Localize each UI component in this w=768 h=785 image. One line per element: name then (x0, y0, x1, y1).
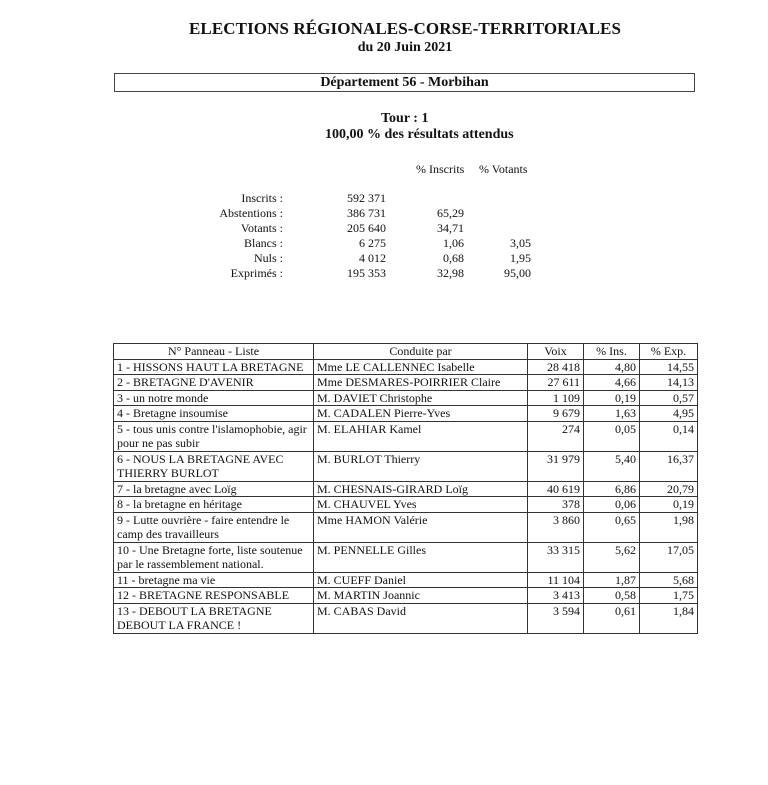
stat-value: 195 353 (347, 266, 386, 280)
cell-pct-ins: 0,65 (584, 512, 640, 542)
cell-pct-ins: 0,05 (584, 421, 640, 451)
stat-value: 6 275 (359, 236, 386, 250)
stat-value: 386 731 (347, 206, 386, 220)
cell-voix: 40 619 (528, 481, 584, 497)
cell-liste: 5 - tous unis contre l'islamophobie, agir pour ne pas subir (114, 421, 314, 451)
cell-liste: 2 - BRETAGNE D'AVENIR (114, 375, 314, 391)
cell-conduite: M. DAVIET Christophe (314, 390, 528, 406)
stat-label: Abstentions : (219, 206, 283, 220)
cell-liste: 3 - un notre monde (114, 390, 314, 406)
col-header-liste: N° Panneau - Liste (114, 344, 314, 360)
cell-conduite: M. CHAUVEL Yves (314, 497, 528, 513)
cell-conduite: Mme LE CALLENNEC Isabelle (314, 359, 528, 375)
cell-liste: 4 - Bretagne insoumise (114, 406, 314, 422)
cell-pct-exp: 14,13 (640, 375, 698, 391)
stat-label: Exprimés : (230, 266, 283, 280)
cell-voix: 3 413 (528, 588, 584, 604)
cell-voix: 3 594 (528, 603, 584, 633)
department-banner: Département 56 - Morbihan (114, 73, 695, 92)
stat-label: Votants : (240, 221, 283, 235)
stat-value: 4 012 (359, 251, 386, 265)
cell-pct-exp: 0,14 (640, 421, 698, 451)
stat-label: Inscrits : (241, 191, 283, 205)
cell-pct-exp: 0,57 (640, 390, 698, 406)
cell-liste: 10 - Une Bretagne forte, liste soutenue par le rassemblement national. (114, 542, 314, 572)
stat-pct-votants: 95,00 (504, 266, 531, 280)
cell-conduite: M. MARTIN Joannic (314, 588, 528, 604)
cell-liste: 8 - la bretagne en héritage (114, 497, 314, 513)
cell-liste: 13 - DEBOUT LA BRETAGNE DEBOUT LA FRANCE ! (114, 603, 314, 633)
cell-pct-ins: 0,58 (584, 588, 640, 604)
results-table (113, 343, 698, 634)
stat-pct-inscrits: 65,29 (437, 206, 464, 220)
cell-pct-exp: 16,37 (640, 451, 698, 481)
stat-pct-inscrits: 34,71 (437, 221, 464, 235)
cell-pct-exp: 17,05 (640, 542, 698, 572)
cell-conduite: M. CABAS David (314, 603, 528, 633)
cell-liste: 11 - bretagne ma vie (114, 572, 314, 588)
cell-pct-exp: 20,79 (640, 481, 698, 497)
table-header-row (114, 344, 698, 360)
stats-header-pct-inscrits: % Inscrits (416, 162, 465, 176)
tour-label: Tour : 1 (381, 111, 429, 126)
cell-conduite: M. PENNELLE Gilles (314, 542, 528, 572)
table-row (114, 603, 698, 633)
cell-liste: 12 - BRETAGNE RESPONSABLE (114, 588, 314, 604)
cell-voix: 27 611 (528, 375, 584, 391)
cell-liste: 6 - NOUS LA BRETAGNE AVEC THIERRY BURLOT (114, 451, 314, 481)
cell-pct-ins: 1,87 (584, 572, 640, 588)
cell-pct-exp: 1,75 (640, 588, 698, 604)
cell-pct-ins: 1,63 (584, 406, 640, 422)
table-row (114, 451, 698, 481)
cell-voix: 31 979 (528, 451, 584, 481)
cell-conduite: M. BURLOT Thierry (314, 451, 528, 481)
stat-pct-inscrits: 0,68 (443, 251, 464, 265)
cell-liste: 1 - HISSONS HAUT LA BRETAGNE (114, 359, 314, 375)
cell-pct-ins: 0,19 (584, 390, 640, 406)
col-header-pct-ins: % Ins. (584, 344, 640, 360)
table-row (114, 481, 698, 497)
cell-conduite: M. ELAHIAR Kamel (314, 421, 528, 451)
table-row (114, 390, 698, 406)
cell-pct-exp: 4,95 (640, 406, 698, 422)
stat-pct-votants: 3,05 (510, 236, 531, 250)
stat-pct-votants: 1,95 (510, 251, 531, 265)
cell-conduite: M. CHESNAIS-GIRARD Loïg (314, 481, 528, 497)
table-row (114, 359, 698, 375)
table-row (114, 375, 698, 391)
stat-value: 592 371 (347, 191, 386, 205)
cell-conduite: M. CADALEN Pierre-Yves (314, 406, 528, 422)
cell-voix: 1 109 (528, 390, 584, 406)
cell-pct-ins: 4,66 (584, 375, 640, 391)
table-row (114, 421, 698, 451)
cell-pct-ins: 4,80 (584, 359, 640, 375)
cell-voix: 274 (528, 421, 584, 451)
cell-voix: 28 418 (528, 359, 584, 375)
results-progress: 100,00 % des résultats attendus (325, 127, 514, 142)
cell-voix: 9 679 (528, 406, 584, 422)
cell-voix: 378 (528, 497, 584, 513)
cell-pct-exp: 1,84 (640, 603, 698, 633)
cell-liste: 7 - la bretagne avec Loïg (114, 481, 314, 497)
cell-pct-exp: 1,98 (640, 512, 698, 542)
col-header-pct-exp: % Exp. (640, 344, 698, 360)
cell-pct-ins: 5,62 (584, 542, 640, 572)
col-header-conduite: Conduite par (314, 344, 528, 360)
table-row (114, 512, 698, 542)
table-row (114, 572, 698, 588)
cell-conduite: M. CUEFF Daniel (314, 572, 528, 588)
cell-pct-ins: 0,06 (584, 497, 640, 513)
stats-header-pct-votants: % Votants (479, 162, 528, 176)
table-row (114, 542, 698, 572)
stat-pct-inscrits: 1,06 (443, 236, 464, 250)
cell-voix: 11 104 (528, 572, 584, 588)
cell-pct-ins: 6,86 (584, 481, 640, 497)
cell-pct-ins: 0,61 (584, 603, 640, 633)
stat-label: Blancs : (244, 236, 283, 250)
table-row (114, 588, 698, 604)
document-title: ELECTIONS RÉGIONALES-CORSE-TERRITORIALES (188, 19, 622, 38)
col-header-voix: Voix (528, 344, 584, 360)
stat-value: 205 640 (347, 221, 386, 235)
cell-voix: 33 315 (528, 542, 584, 572)
cell-liste: 9 - Lutte ouvrière - faire entendre le camp des travailleurs (114, 512, 314, 542)
cell-pct-exp: 14,55 (640, 359, 698, 375)
cell-conduite: Mme HAMON Valérie (314, 512, 528, 542)
cell-pct-exp: 0,19 (640, 497, 698, 513)
cell-voix: 3 860 (528, 512, 584, 542)
cell-conduite: Mme DESMARES-POIRRIER Claire (314, 375, 528, 391)
table-row (114, 497, 698, 513)
stat-label: Nuls : (253, 251, 283, 265)
cell-pct-exp: 5,68 (640, 572, 698, 588)
table-row (114, 406, 698, 422)
cell-pct-ins: 5,40 (584, 451, 640, 481)
stat-pct-inscrits: 32,98 (437, 266, 464, 280)
election-date: du 20 Juin 2021 (357, 40, 453, 55)
